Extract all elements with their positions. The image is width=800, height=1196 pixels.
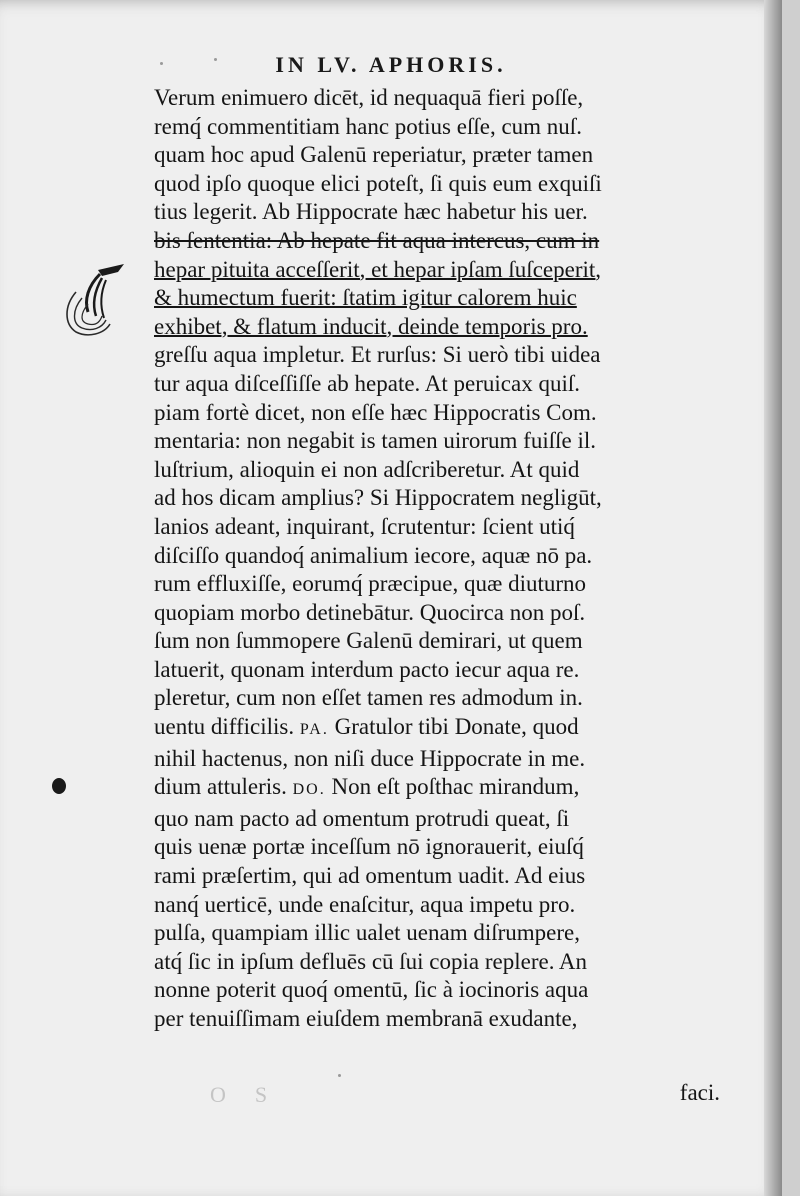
text-line: piam fortè dicet, non eſſe hæc Hippocratis Com. bbox=[154, 399, 597, 425]
text-line: per tenuiſſimam eiuſdem membranā exudante, bbox=[154, 1006, 578, 1031]
text-line: rami præſertim, qui ad omentum uadit. Ad eius bbox=[154, 863, 586, 889]
text-line: quo nam pacto ad omentum protrudi queat, ſi bbox=[154, 805, 570, 831]
faint-show-through-mark: O S bbox=[210, 1082, 274, 1107]
text-line-struck: bis ſententia: Ab hepate fit aqua intercus, cum in bbox=[154, 227, 600, 253]
paper-speck bbox=[338, 1074, 341, 1077]
text-line: ad hos dicam amplius? Si Hippocratem negligūt, bbox=[154, 485, 602, 511]
text-line: quopiam morbo detinebātur. Quocirca non poſ. bbox=[154, 599, 586, 625]
page-edge-shadow bbox=[764, 0, 782, 1196]
text-line: diſciſſo quandoq́ animalium iecore, aquæ nō pa. bbox=[154, 542, 593, 568]
text-line: ſum non ſummopere Galenū demirari, ut quem bbox=[154, 628, 583, 654]
running-head: IN LV. APHORIS. bbox=[275, 52, 507, 77]
text-line bbox=[154, 773, 734, 805]
text-line: quis uenæ portæ inceſſum nō ignorauerit, eiuſq́ bbox=[154, 834, 584, 860]
paper-speck bbox=[214, 58, 217, 61]
text-line-underlined: & humectum fuerit: ſtatim igitur calorem huic bbox=[154, 285, 577, 311]
text-line: latuerit, quonam interdum pacto iecur aqua re. bbox=[154, 656, 580, 682]
text-line: tius legerit. Ab Hippocrate hæc habetur his uer. bbox=[154, 199, 588, 225]
text-line: nihil hactenus, non niſi duce Hippocrate in me. bbox=[154, 745, 586, 771]
text-segment: Non eſt poſthac mirandum, bbox=[325, 774, 580, 800]
speaker-label-pa: PA. bbox=[299, 721, 329, 739]
text-line: lanios adeant, inquirant, ſcrutentur: ſcient utiq́ bbox=[154, 513, 575, 539]
speaker-label-do: DO. bbox=[292, 781, 326, 799]
text-line bbox=[154, 713, 734, 745]
text-line: quod ipſo quoque elici poteſt, ſi quis eum exquiſi bbox=[154, 170, 602, 196]
text-segment: uentu difficilis. bbox=[154, 714, 300, 740]
text-line: nanq́ uerticē, unde enaſcitur, aqua impetu pro. bbox=[154, 891, 576, 917]
text-line: greſſu aqua impletur. Et rurſus: Si uerò tibi uidea bbox=[154, 342, 601, 368]
text-line: remq́ commentitiam hanc potius eſſe, cum nuſ. bbox=[154, 113, 582, 139]
text-line: quam hoc apud Galenū reperiatur, præter tamen bbox=[154, 142, 594, 168]
text-line-underlined: exhibet, & flatum inducit, deinde temporis pro. bbox=[154, 313, 588, 339]
text-line: pleretur, cum non eſſet tamen res admodum in. bbox=[154, 685, 583, 711]
text-line: Verum enimuero dicēt, id nequaquā fieri poſſe, bbox=[154, 85, 584, 110]
ink-dot-margin-mark bbox=[52, 778, 66, 794]
text-line: luſtrium, alioquin ei non adſcriberetur. At quid bbox=[154, 456, 580, 482]
text-segment: dium attuleris. bbox=[154, 774, 293, 800]
paper-speck bbox=[160, 62, 163, 65]
text-line: nonne poterit quoq́ omentū, ſic à iocinoris aqua bbox=[154, 977, 589, 1003]
main-text-block bbox=[154, 84, 734, 1034]
text-line-underlined: hepar pituita acceſſerit, et hepar ipſam ſuſceperit, bbox=[154, 256, 602, 282]
text-line: tur aqua diſceſſiſſe ab hepate. At peruicax quiſ. bbox=[154, 370, 580, 396]
text-line: atq́ ſic in ipſum defluēs cū ſui copia replere. An bbox=[154, 948, 588, 974]
catchword: faci. bbox=[679, 1080, 720, 1105]
text-line: mentaria: non negabit is tamen uirorum fuiſſe il. bbox=[154, 428, 596, 454]
text-line: pulſa, quampiam illic ualet uenam diſrumpere, bbox=[154, 920, 581, 946]
manicule-margin-mark bbox=[58, 262, 130, 340]
text-segment: Gratulor tibi Donate, quod bbox=[328, 714, 579, 740]
text-line: rum effluxiſſe, eorumq́ præcipue, quæ diuturno bbox=[154, 571, 587, 597]
